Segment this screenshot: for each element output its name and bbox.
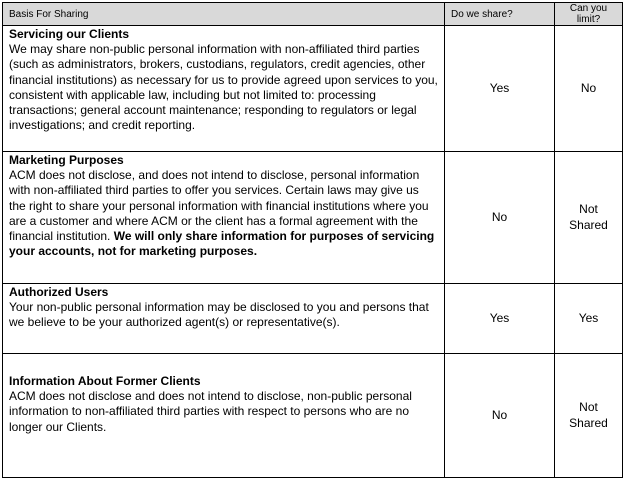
table-row [3, 284, 623, 354]
do-we-share-value: No [445, 152, 555, 284]
do-we-share-value: No [445, 354, 555, 478]
row-description [3, 284, 445, 354]
can-you-limit-value: Not Shared [555, 354, 623, 478]
row-title: Servicing our Clients [9, 27, 130, 41]
row-text: Your non-public personal information may be disclosed to you and persons that we believe to be your authorized agent(s) or representative(s). [9, 300, 429, 330]
can-you-limit-value: Yes [555, 284, 623, 354]
header-can-you-limit: Can you limit? [555, 3, 623, 26]
can-you-limit-value: Not Shared [555, 152, 623, 284]
row-text-bold: We will only share information for purposes of servicing your accounts, not for marketing purposes. [9, 229, 435, 259]
row-text: ACM does not disclose, and does not intend to disclose, personal information with non-affiliated third parties to offer you services. Certain laws may give us the right to share your personal information with financial institutions where you are a customer and where ACM or the client has a formal agreement with the financial institution. [9, 168, 429, 244]
row-description [3, 26, 445, 152]
header-basis-for-sharing: Basis For Sharing [3, 3, 445, 26]
table-header-row [3, 3, 623, 26]
do-we-share-value: Yes [445, 284, 555, 354]
row-text: We may share non-public personal information with non-affiliated third parties (such as administrators, brokers, custodians, regulators, credit agencies, other financial institutions) as necessary for us to provide agreed upon services to you, consistent with applicable law, including but not limited to: processing transactions; general account maintenance; responding to regulators or legal investigations; and credit reporting. [9, 42, 438, 133]
row-title: Authorized Users [9, 285, 109, 299]
sharing-table [2, 2, 623, 478]
row-title: Information About Former Clients [9, 374, 201, 388]
can-you-limit-value: No [555, 26, 623, 152]
do-we-share-value: Yes [445, 26, 555, 152]
header-do-we-share: Do we share? [445, 3, 555, 26]
row-description [3, 152, 445, 284]
row-title: Marketing Purposes [9, 153, 124, 167]
row-text: ACM does not disclose and does not intend to disclose, non-public personal information to non-affiliated third parties with respect to persons who are no longer our Clients. [9, 389, 412, 434]
table-row [3, 354, 623, 478]
table-row [3, 152, 623, 284]
table-row [3, 26, 623, 152]
row-description [3, 354, 445, 478]
